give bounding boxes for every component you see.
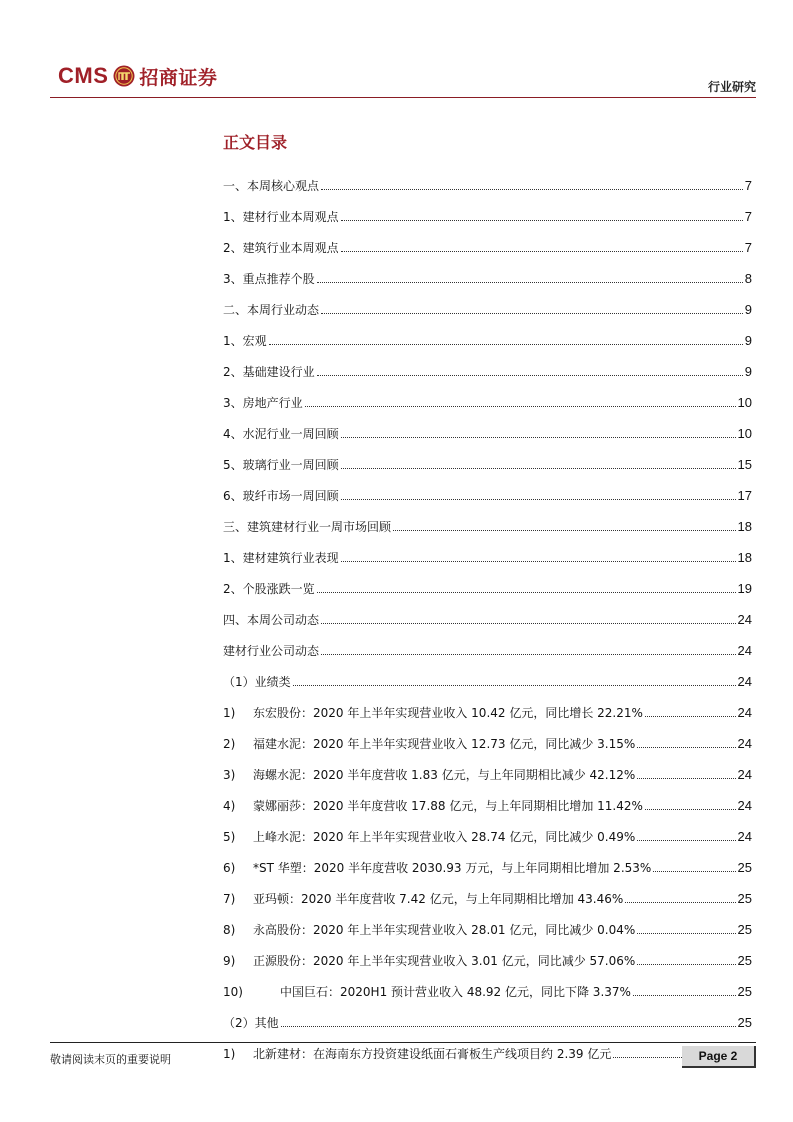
toc-entry-page: 25 — [737, 984, 752, 999]
toc-entry-page: 24 — [737, 612, 752, 627]
toc-entry-title — [223, 766, 635, 783]
toc-entry-title — [223, 208, 339, 225]
toc-leader-dots — [321, 189, 743, 190]
toc-entry-label: 中国巨石：2020H1 预计营业收入 48.92 亿元，同比下降 3.37% — [280, 985, 631, 999]
toc-entry-page: 24 — [737, 705, 752, 720]
toc-entry-title — [223, 859, 651, 876]
toc-leader-dots — [281, 1026, 736, 1027]
toc-entry-label: 上峰水泥：2020 年上半年实现营业收入 28.74 亿元，同比减少 0.49% — [253, 830, 636, 844]
company-logo — [58, 60, 217, 92]
toc-entry-title — [223, 332, 267, 349]
toc-entry-label: 四、本周公司动态 — [223, 613, 320, 627]
toc-leader-dots — [393, 530, 736, 531]
logo-cms-text: CMS — [58, 63, 109, 88]
toc-entry-page: 25 — [737, 953, 752, 968]
toc-entry-page: 24 — [737, 736, 752, 751]
toc-entry[interactable] — [223, 356, 752, 387]
toc-leader-dots — [317, 375, 743, 376]
toc-leader-dots — [637, 933, 735, 934]
toc-entry-label: 福建水泥：2020 年上半年实现营业收入 12.73 亿元，同比减少 3.15% — [253, 737, 636, 751]
toc-entry-title — [223, 1014, 279, 1031]
toc-entry-label: 1、建材建筑行业表现 — [223, 551, 339, 565]
toc-entry-page: 25 — [737, 1015, 752, 1030]
toc-entry-page: 9 — [744, 364, 752, 379]
toc-leader-dots — [341, 468, 736, 469]
page-number-badge: Page 2 — [682, 1046, 756, 1068]
toc-leader-dots — [317, 282, 743, 283]
toc-leader-dots — [317, 592, 736, 593]
toc-entry-number: 7) — [223, 892, 236, 906]
toc-entry-label: 2、建筑行业本周观点 — [223, 241, 339, 255]
toc-leader-dots — [637, 964, 735, 965]
toc-entry-label: *ST 华塑：2020 半年度营收 2030.93 万元，与上年同期相比增加 2.53% — [253, 861, 652, 875]
toc-entry-label: 1、建材行业本周观点 — [223, 210, 339, 224]
report-category: 行业研究 — [707, 80, 756, 94]
toc-entry-label: 永高股份：2020 年上半年实现营业收入 28.01 亿元，同比减少 0.04% — [253, 923, 636, 937]
toc-entry-title — [223, 456, 339, 473]
toc-entry-title — [223, 549, 339, 566]
toc-leader-dots — [625, 902, 735, 903]
toc-leader-dots — [637, 840, 735, 841]
toc-entry[interactable] — [223, 1007, 752, 1038]
toc-leader-dots — [321, 623, 736, 624]
toc-entry-page: 7 — [744, 178, 752, 193]
toc-entry[interactable] — [223, 914, 752, 945]
toc-entry-title — [223, 704, 643, 721]
toc-entry-label: 正源股份：2020 年上半年实现营业收入 3.01 亿元，同比减少 57.06% — [253, 954, 636, 968]
toc-entry-title — [223, 177, 319, 194]
toc-entry-page: 15 — [737, 457, 752, 472]
toc-entry-number: 6) — [223, 861, 236, 875]
toc-entry-title — [223, 239, 339, 256]
toc-entry[interactable] — [223, 852, 752, 883]
toc-entry-title — [223, 363, 315, 380]
toc-entry-title — [223, 425, 339, 442]
toc-entry-page: 7 — [744, 240, 752, 255]
toc-entry[interactable] — [223, 759, 752, 790]
toc-entry[interactable] — [223, 883, 752, 914]
toc-leader-dots — [341, 499, 736, 500]
toc-entry-number: 4) — [223, 799, 236, 813]
toc-entry-title — [223, 890, 623, 907]
toc-entry-label: 蒙娜丽莎：2020 半年度营收 17.88 亿元，与上年同期相比增加 11.42% — [253, 799, 643, 813]
toc-entry-label: 4、水泥行业一周回顾 — [223, 427, 339, 441]
toc-entry-title — [223, 580, 315, 597]
toc-entry[interactable] — [223, 480, 752, 511]
toc-leader-dots — [633, 995, 736, 996]
toc-entry[interactable] — [223, 790, 752, 821]
toc-entry[interactable] — [223, 821, 752, 852]
toc-entry-title — [223, 487, 339, 504]
toc-entry[interactable] — [223, 666, 752, 697]
toc-entry-page: 24 — [737, 767, 752, 782]
logo-emblem-icon — [113, 65, 135, 87]
toc-entry[interactable] — [223, 728, 752, 759]
toc-entry-number: 10) — [223, 985, 243, 999]
toc-entry-label: 6、玻纤市场一周回顾 — [223, 489, 339, 503]
toc-entry-number: 1) — [223, 1047, 236, 1061]
toc-entry[interactable] — [223, 170, 752, 201]
toc-entry-label: 建材行业公司动态 — [223, 644, 320, 658]
toc-entry[interactable] — [223, 976, 752, 1007]
toc-entry[interactable] — [223, 201, 752, 232]
toc-entry[interactable] — [223, 449, 752, 480]
toc-entry[interactable] — [223, 387, 752, 418]
toc-entry-label: 3、房地产行业 — [223, 396, 303, 410]
toc-entry-page: 24 — [737, 829, 752, 844]
toc-entry-page: 10 — [737, 395, 752, 410]
toc-leader-dots — [321, 654, 736, 655]
toc-entry-page: 25 — [737, 922, 752, 937]
toc-entry-label: （1）业绩类 — [223, 675, 291, 689]
toc-entry-title — [223, 394, 303, 411]
toc-entry[interactable] — [223, 635, 752, 666]
toc-leader-dots — [341, 251, 743, 252]
toc-entry-page: 7 — [744, 209, 752, 224]
toc-entry-page: 10 — [737, 426, 752, 441]
toc-entry[interactable] — [223, 511, 752, 542]
toc-leader-dots — [637, 778, 735, 779]
toc-entry[interactable] — [223, 573, 752, 604]
toc-entry[interactable] — [223, 325, 752, 356]
toc-entry[interactable] — [223, 697, 752, 728]
toc-leader-dots — [341, 561, 736, 562]
toc-entry-title — [223, 270, 315, 287]
toc-leader-dots — [341, 220, 743, 221]
toc-entry-label: 5、玻璃行业一周回顾 — [223, 458, 339, 472]
toc-entry-title — [223, 921, 635, 938]
toc-entry-label: 亚玛顿：2020 半年度营收 7.42 亿元，与上年同期相比增加 43.46% — [253, 892, 624, 906]
toc-entry-page: 24 — [737, 643, 752, 658]
toc-entry-title — [223, 642, 319, 659]
toc-entry[interactable] — [223, 232, 752, 263]
toc-entry-title — [223, 983, 631, 1000]
toc-entry-page: 25 — [737, 891, 752, 906]
toc-entry[interactable] — [223, 542, 752, 573]
toc-title: 正文目录 — [223, 133, 288, 152]
toc-entry-number: 8) — [223, 923, 236, 937]
toc-entry-title — [223, 673, 291, 690]
toc-entry-title — [223, 797, 643, 814]
toc-entry-page: 25 — [737, 860, 752, 875]
toc-entry-page: 17 — [737, 488, 752, 503]
toc-entry-page: 18 — [737, 519, 752, 534]
toc-leader-dots — [269, 344, 743, 345]
logo-chinese-text: 招商证券 — [139, 66, 218, 89]
toc-entry-label: 三、建筑建材行业一周市场回顾 — [223, 520, 392, 534]
toc-entry-label: 北新建材：在海南东方投资建设纸面石膏板生产线项目约 2.39 亿元 — [253, 1047, 612, 1061]
toc-leader-dots — [645, 809, 736, 810]
toc-entry-label: （2）其他 — [223, 1016, 279, 1030]
toc-entry-label: 二、本周行业动态 — [223, 303, 320, 317]
toc-entry-label: 一、本周核心观点 — [223, 179, 320, 193]
toc-entry-label: 东宏股份：2020 年上半年实现营业收入 10.42 亿元，同比增长 22.21% — [253, 706, 643, 720]
toc-entry-page: 19 — [737, 581, 752, 596]
toc-entry-page: 8 — [744, 271, 752, 286]
toc-entry[interactable] — [223, 418, 752, 449]
toc-leader-dots — [305, 406, 736, 407]
toc-entry-label: 3、重点推荐个股 — [223, 272, 315, 286]
header-divider — [50, 97, 756, 98]
toc-leader-dots — [341, 437, 736, 438]
toc-entry-label: 2、基础建设行业 — [223, 365, 315, 379]
toc-leader-dots — [637, 747, 735, 748]
toc-entry-page: 18 — [737, 550, 752, 565]
toc-entry-number: 9) — [223, 954, 236, 968]
toc-entry-number: 5) — [223, 830, 236, 844]
toc-entry-page: 24 — [737, 674, 752, 689]
toc-entry[interactable] — [223, 263, 752, 294]
toc-entry-title — [223, 518, 391, 535]
toc-entry[interactable] — [223, 945, 752, 976]
page-header — [50, 60, 756, 100]
disclaimer-note: 敬请阅读末页的重要说明 — [50, 1053, 171, 1066]
toc-entry-page: 9 — [744, 333, 752, 348]
toc-leader-dots — [293, 685, 736, 686]
footer-divider — [50, 1042, 756, 1043]
toc-entry[interactable] — [223, 294, 752, 325]
toc-entry-number: 3) — [223, 768, 236, 782]
toc-entry-title — [223, 301, 319, 318]
toc-entry-label: 1、宏观 — [223, 334, 267, 348]
toc-entry-title — [223, 735, 635, 752]
toc-leader-dots — [645, 716, 736, 717]
toc-entry-number: 1) — [223, 706, 236, 720]
toc-entry-title — [223, 828, 635, 845]
toc-entry-title — [223, 952, 635, 969]
table-of-contents — [223, 170, 752, 1069]
toc-entry-page: 9 — [744, 302, 752, 317]
toc-entry-number: 2) — [223, 737, 236, 751]
toc-entry[interactable] — [223, 604, 752, 635]
toc-entry-label: 海螺水泥：2020 半年度营收 1.83 亿元，与上年同期相比减少 42.12% — [253, 768, 636, 782]
toc-entry-page: 24 — [737, 798, 752, 813]
toc-entry-label: 2、个股涨跌一览 — [223, 582, 315, 596]
toc-leader-dots — [653, 871, 735, 872]
page-footer — [50, 1042, 756, 1072]
toc-entry-title — [223, 611, 319, 628]
toc-leader-dots — [321, 313, 743, 314]
